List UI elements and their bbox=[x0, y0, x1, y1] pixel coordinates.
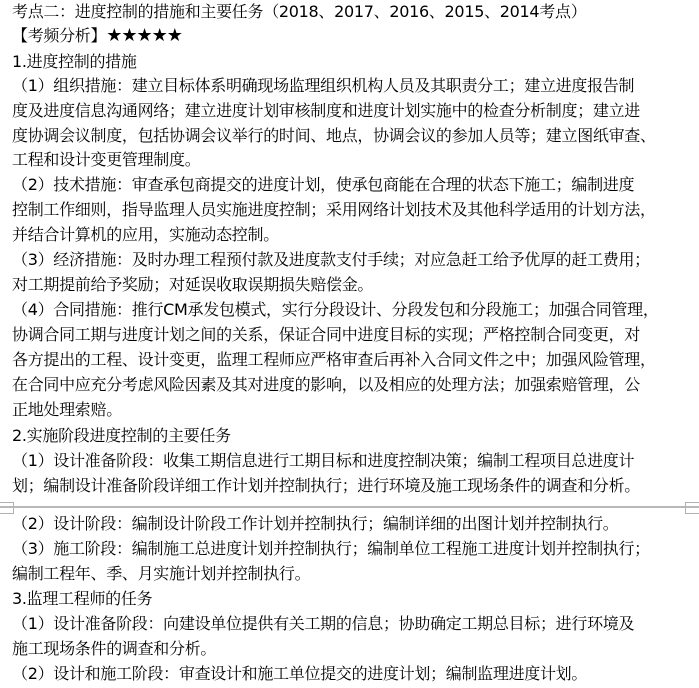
paragraph-line: 施工现场条件的调查和分析。 bbox=[12, 639, 217, 658]
paragraph-line: （4）合同措施：推行CM承发包模式，实行分段设计、分段发包和分段施工；加强合同管理， bbox=[12, 300, 659, 319]
page-title: 考点二：进度控制的措施和主要任务（2018、2017、2016、2015、2014考点） bbox=[12, 2, 587, 21]
paragraph-line: 度及进度信息沟通网络；建立进度计划审核制度和进度计划实施中的检查分析制度；建立进 bbox=[12, 101, 641, 120]
paragraph-line: 协调合同工期与进度计划之间的关系，保证合同中进度目标的实现；严格控制合同变更，对 bbox=[12, 325, 641, 344]
paragraph-line: 各方提出的工程、设计变更，监理工程师应严格审查后再补入合同文件之中；加强风险管理， bbox=[12, 350, 656, 369]
paragraph-line: （3）经济措施：及时办理工程预付款及进度款支付手续；对应急赶工给予优厚的赶工费用； bbox=[12, 250, 650, 269]
paragraph-line: 划；编制设计准备阶段详细工作计划并控制执行；进行环境及施工现场条件的调查和分析。 bbox=[12, 476, 641, 495]
paragraph-line: （1）设计准备阶段：向建设单位提供有关工期的信息；协助确定工期总目标；进行环境及 bbox=[12, 614, 635, 633]
paragraph-line: 正地处理索赔。 bbox=[12, 400, 122, 419]
divider-line bbox=[0, 506, 699, 508]
frequency-label: 【考频分析】 bbox=[12, 26, 107, 45]
paragraph-line: 编制工程年、季、月实施计划并控制执行。 bbox=[12, 564, 311, 583]
paragraph-line: 并结合计算机的应用，实施动态控制。 bbox=[12, 225, 279, 244]
paragraph-line: 控制工作细则，指导监理人员实施进度控制；采用网络计划技术及其他科学适用的计划方法， bbox=[12, 200, 656, 219]
paragraph-line: （2）设计和施工阶段：审查设计和施工单位提交的进度计划；编制监理进度计划。 bbox=[12, 664, 588, 683]
paragraph-line: （3）施工阶段：编制施工总进度计划并控制执行；编制单位工程施工进度计划并控制执行； bbox=[12, 539, 650, 558]
paragraph-line: （2）技术措施：审查承包商提交的进度计划，使承包商能在合理的状态下施工；编制进度 bbox=[12, 175, 635, 194]
paragraph-line: （1）设计准备阶段：收集工期信息进行工期目标和进度控制决策；编制工程项目总进度计 bbox=[12, 451, 635, 470]
paragraph-line: 在合同中应充分考虑风险因素及其对进度的影响，以及相应的处理方法；加强索赔管理，公 bbox=[12, 375, 641, 394]
paragraph-line: 工程和设计变更管理制度。 bbox=[12, 150, 201, 169]
section-heading-3: 3.监理工程师的任务 bbox=[12, 589, 153, 608]
section-heading-2: 2.实施阶段进度控制的主要任务 bbox=[12, 426, 231, 445]
paragraph-line: 度协调会议制度，包括协调会议举行的时间、地点，协调会议的参加人员等；建立图纸审查、 bbox=[12, 126, 656, 145]
paragraph-line: （1）组织措施：建立目标体系明确现场监理组织机构人员及其职责分工；建立进度报告制 bbox=[12, 76, 635, 95]
paragraph-line: （2）设计阶段：编制设计阶段工作计划并控制执行；编制详细的出图计划并控制执行。 bbox=[12, 514, 619, 533]
paragraph-line: 对工期提前给予奖励；对延误收取误期损失赔偿金。 bbox=[12, 275, 374, 294]
section-heading-1: 1.进度控制的措施 bbox=[12, 52, 137, 71]
star-rating-icon: ★★★★★ bbox=[106, 25, 182, 46]
frequency-analysis bbox=[12, 24, 695, 48]
